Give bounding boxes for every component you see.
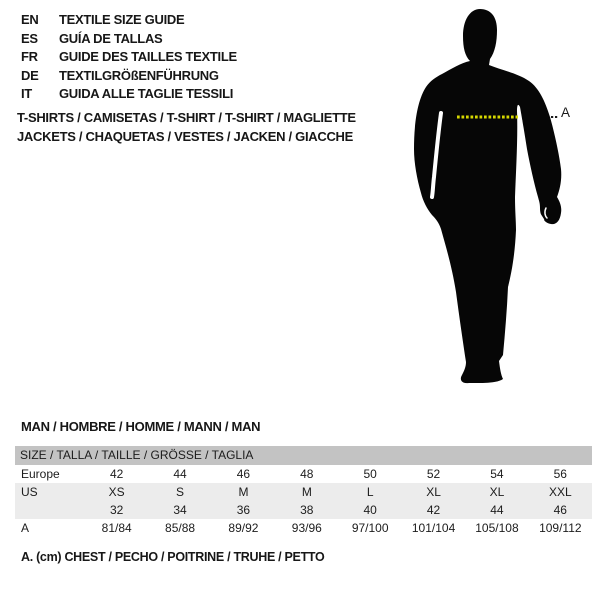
cell: 89/92 bbox=[228, 521, 259, 535]
cell: 46 bbox=[236, 467, 251, 481]
cell: 48 bbox=[300, 467, 314, 481]
cell: 85/88 bbox=[165, 521, 196, 535]
cell: 44 bbox=[173, 467, 187, 481]
man-silhouette bbox=[408, 5, 573, 395]
cell: 56 bbox=[553, 467, 567, 481]
language-row-fr bbox=[21, 48, 237, 67]
cell: 40 bbox=[339, 501, 402, 519]
measurement-footnote: A. (cm) CHEST / PECHO / POITRINE / TRUHE / PETTO bbox=[21, 550, 325, 564]
cell: 101/104 bbox=[411, 521, 456, 535]
language-label: GUIDE DES TAILLES TEXTILE bbox=[59, 49, 237, 64]
category-titles bbox=[17, 109, 356, 146]
row-label: A bbox=[21, 521, 30, 535]
cell: 32 bbox=[85, 501, 148, 519]
language-code: IT bbox=[21, 86, 32, 101]
language-label: TEXTILGRÖßENFÜHRUNG bbox=[59, 67, 219, 83]
cell: 93/96 bbox=[291, 521, 322, 535]
language-label: GUIDA ALLE TAGLIE TESSILI bbox=[59, 86, 234, 101]
cell: 105/108 bbox=[475, 521, 519, 535]
cell: XL bbox=[402, 483, 465, 501]
language-code: EN bbox=[21, 12, 39, 27]
cell: 46 bbox=[529, 501, 592, 519]
category-line-jackets: JACKETS / CHAQUETAS / VESTES / JACKEN / GIACCHE bbox=[17, 128, 353, 144]
cell: 81/84 bbox=[101, 521, 132, 535]
row-label: US bbox=[15, 483, 85, 501]
row-label bbox=[15, 501, 85, 519]
cell: XL bbox=[465, 483, 528, 501]
cell: 34 bbox=[148, 501, 211, 519]
language-row-it bbox=[21, 85, 237, 104]
language-code: DE bbox=[21, 67, 39, 83]
section-title-man: MAN / HOMBRE / HOMME / MANN / MAN bbox=[21, 419, 261, 434]
cell: M bbox=[212, 483, 275, 501]
cell: 42 bbox=[402, 501, 465, 519]
language-row-de bbox=[21, 67, 237, 86]
man-silhouette-path bbox=[414, 9, 561, 383]
size-table-header-row bbox=[15, 446, 592, 465]
cell: 54 bbox=[490, 467, 504, 481]
measure-label-a: A bbox=[561, 105, 571, 120]
cell: M bbox=[275, 483, 338, 501]
cell: 109/112 bbox=[539, 521, 582, 535]
cell: 38 bbox=[275, 501, 338, 519]
cell: XXL bbox=[529, 483, 592, 501]
language-code: FR bbox=[21, 49, 38, 64]
language-list bbox=[21, 11, 237, 104]
cell: 52 bbox=[426, 467, 441, 481]
size-table-header: SIZE / TALLA / TAILLE / GRÖSSE / TAGLIA bbox=[15, 446, 592, 465]
cell: 50 bbox=[363, 467, 377, 481]
cell: 36 bbox=[212, 501, 275, 519]
cell: S bbox=[148, 483, 211, 501]
row-label: Europe bbox=[21, 467, 60, 481]
table-row-us bbox=[15, 483, 592, 501]
cell: 44 bbox=[465, 501, 528, 519]
language-label: TEXTILE SIZE GUIDE bbox=[59, 12, 185, 27]
cell: 42 bbox=[110, 467, 124, 481]
cell: 97/100 bbox=[351, 521, 389, 535]
category-line-tshirts: T-SHIRTS / CAMISETAS / T-SHIRT / T-SHIRT / MAGLIETTE bbox=[17, 110, 356, 125]
cell: L bbox=[339, 483, 402, 501]
cell: XS bbox=[85, 483, 148, 501]
table-row-chest-cm bbox=[15, 519, 592, 537]
size-table bbox=[15, 446, 592, 537]
language-row-en bbox=[21, 11, 237, 30]
language-code: ES bbox=[21, 30, 38, 46]
language-label: GUÍA DE TALLAS bbox=[59, 30, 163, 46]
table-row-us-numeric bbox=[15, 501, 592, 519]
table-row-europe bbox=[15, 465, 592, 483]
language-row-es bbox=[21, 30, 237, 49]
